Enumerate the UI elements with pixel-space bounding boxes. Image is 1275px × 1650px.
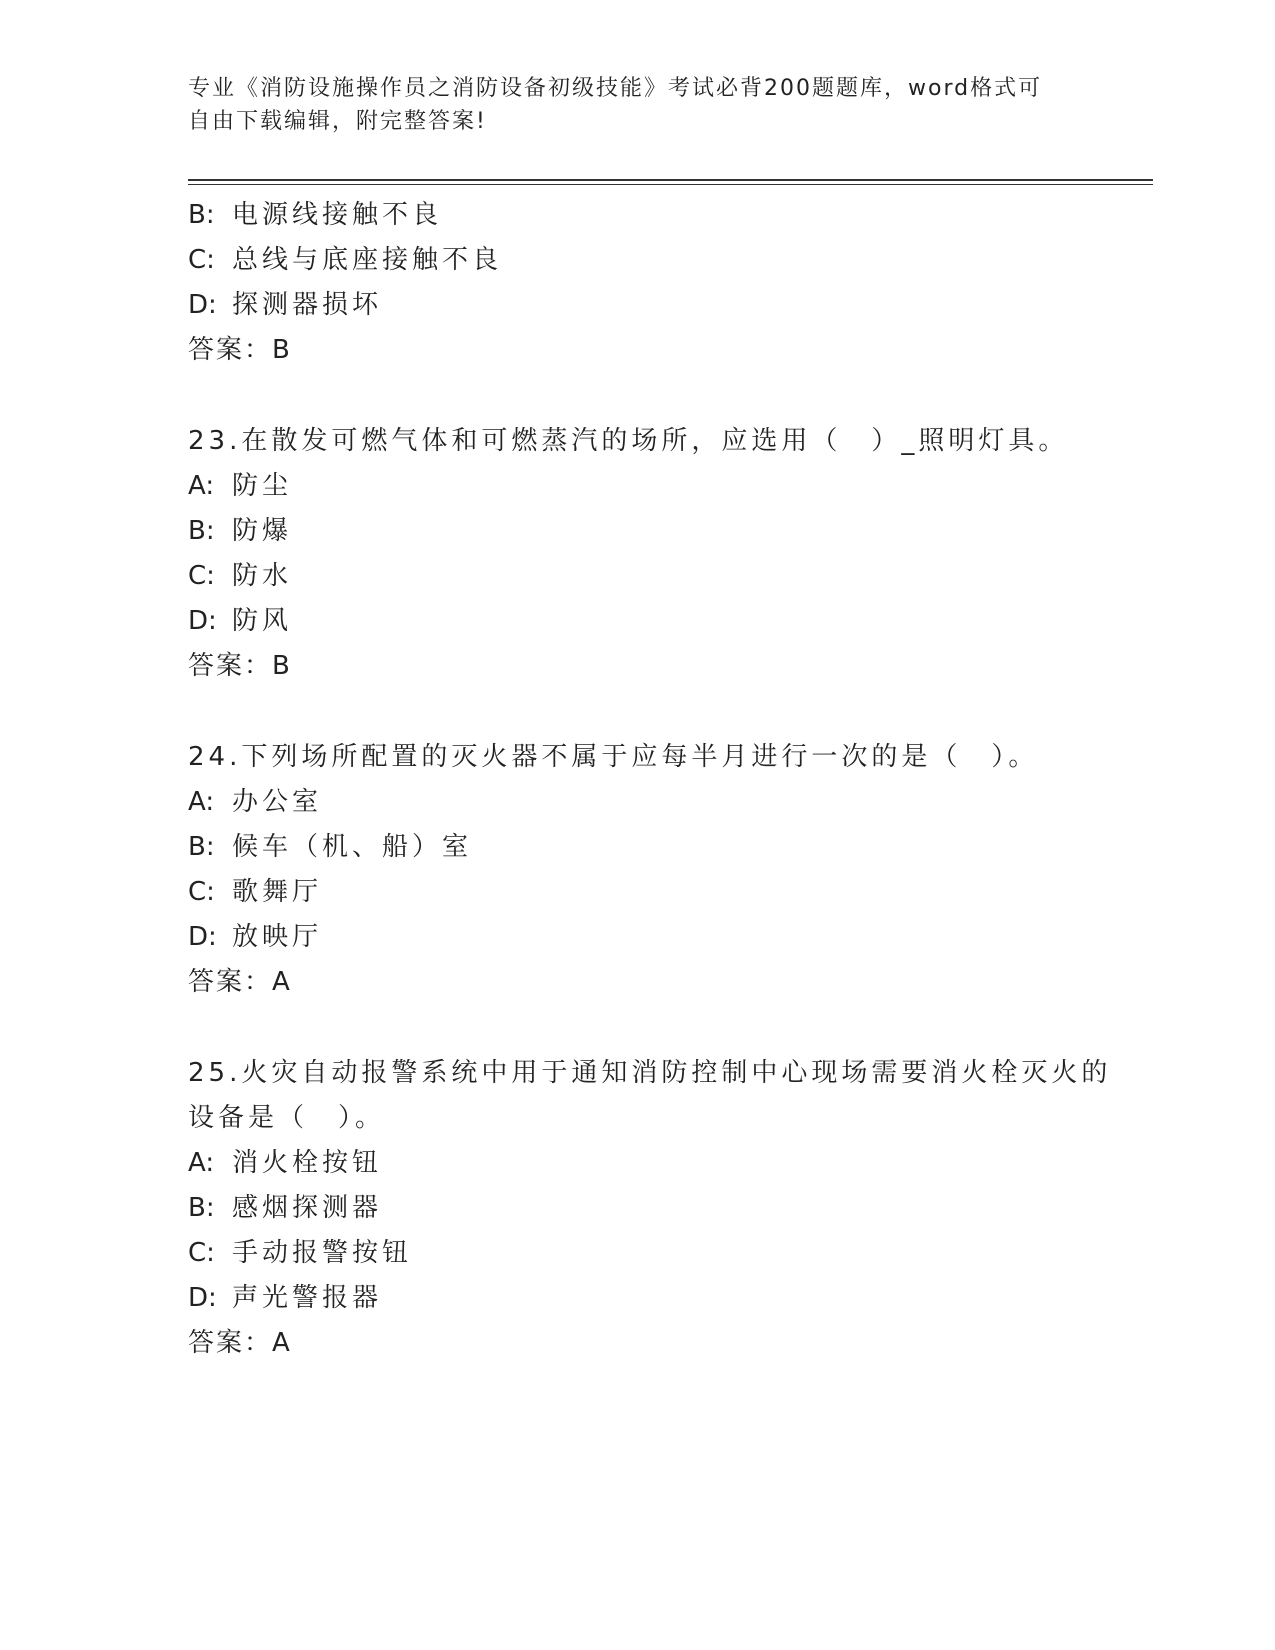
header-divider-thin (188, 184, 1153, 185)
question-25 (188, 1051, 1153, 1366)
option-letter: A: (188, 1148, 215, 1178)
option-letter: B: (188, 200, 215, 230)
option-text: 候车（机、船）室 (232, 832, 473, 862)
option-a (188, 780, 1153, 825)
option-letter: D: (188, 606, 217, 636)
answer: 答案：A (188, 1328, 292, 1358)
option-text: 防爆 (232, 516, 293, 546)
option-letter: C: (188, 561, 215, 591)
question-text-line-2: 设备是（ ）。 (188, 1103, 386, 1133)
option-text: 办公室 (232, 787, 323, 817)
option-letter: B: (188, 516, 215, 546)
document-header (188, 72, 1088, 138)
option-text: 歌舞厅 (232, 877, 323, 907)
option-text: 消火栓按钮 (232, 1148, 383, 1178)
spacer (188, 689, 1153, 735)
header-divider-thick (188, 179, 1153, 181)
option-d (188, 283, 1153, 328)
option-c (188, 1231, 1153, 1276)
option-text: 防水 (232, 561, 293, 591)
option-text: 探测器损坏 (232, 290, 383, 320)
spacer (188, 1005, 1153, 1051)
option-text: 放映厅 (232, 922, 323, 952)
option-b (188, 509, 1153, 554)
option-letter: A: (188, 787, 215, 817)
option-letter: D: (188, 1283, 217, 1313)
option-a (188, 464, 1153, 509)
option-c (188, 238, 1153, 283)
option-letter: B: (188, 1193, 215, 1223)
document-body (188, 193, 1153, 1366)
option-letter: C: (188, 1238, 215, 1268)
option-letter: C: (188, 877, 215, 907)
option-text: 声光警报器 (232, 1283, 383, 1313)
option-letter: C: (188, 245, 215, 275)
header-line-1: 专业《消防设施操作员之消防设备初级技能》考试必背200题题库，word格式可 (188, 76, 1043, 101)
question-24 (188, 735, 1153, 1005)
option-b (188, 193, 1153, 238)
option-c (188, 554, 1153, 599)
option-a (188, 1141, 1153, 1186)
question-23 (188, 419, 1153, 689)
option-letter: D: (188, 290, 217, 320)
spacer (188, 373, 1153, 419)
answer: 答案：B (188, 651, 292, 681)
option-d (188, 1276, 1153, 1321)
question-22-continuation (188, 193, 1153, 373)
option-c (188, 870, 1153, 915)
option-d (188, 915, 1153, 960)
option-letter: B: (188, 832, 215, 862)
option-letter: A: (188, 471, 215, 501)
option-text: 防风 (232, 606, 293, 636)
answer: 答案：B (188, 335, 292, 365)
option-text: 防尘 (232, 471, 293, 501)
option-text: 电源线接触不良 (232, 200, 443, 230)
option-text: 总线与底座接触不良 (232, 245, 503, 275)
answer: 答案：A (188, 967, 292, 997)
header-line-2: 自由下载编辑，附完整答案! (188, 109, 487, 134)
option-text: 感烟探测器 (232, 1193, 383, 1223)
option-b (188, 825, 1153, 870)
option-letter: D: (188, 922, 217, 952)
question-text-line-1: 25.火灾自动报警系统中用于通知消防控制中心现场需要消火栓灭火的 (188, 1058, 1112, 1088)
option-text: 手动报警按钮 (232, 1238, 413, 1268)
option-d (188, 599, 1153, 644)
option-b (188, 1186, 1153, 1231)
question-text: 23.在散发可燃气体和可燃蒸汽的场所，应选用（ ）_照明灯具。 (188, 426, 1069, 456)
question-text: 24.下列场所配置的灭火器不属于应每半月进行一次的是（ ）。 (188, 742, 1039, 772)
